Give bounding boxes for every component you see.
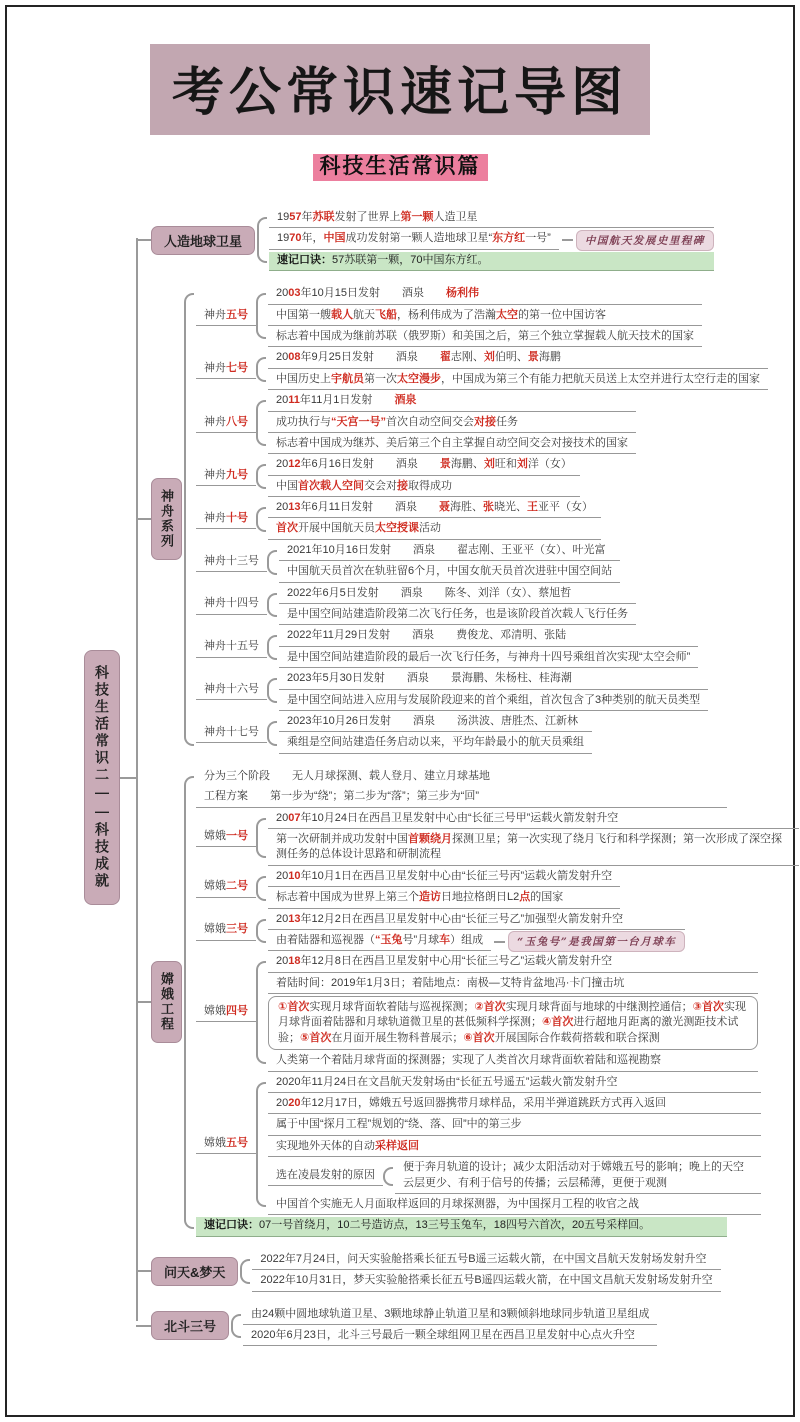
map-row: 1970年，中国成功发射第一颗人造地球卫星“东方红一号” (269, 230, 559, 249)
map-row: 首次开展中国航天员太空授课活动 (268, 520, 601, 539)
topic (196, 910, 799, 953)
branch (151, 1250, 799, 1293)
branch-label: 嫦娥工程 (151, 961, 182, 1043)
map-row: 工程方案 第一步为“绕”；第二步为“落”；第三步为“回” (196, 788, 727, 807)
branch-children (257, 208, 714, 272)
map-row: 2003年10月15日发射 酒泉 杨利伟 (268, 285, 702, 304)
map-row: 实现地外天体的自动采样返回 (268, 1138, 761, 1157)
map-row: 人类第一个着陆月球背面的探测器；实现了人类首次月球背面软着陆和巡视勘察 (268, 1052, 758, 1071)
map-row: 是中国空间站建造阶段第二次飞行任务，也是该阶段首次载人飞行任务 (279, 606, 636, 625)
root-node: 科技生活常识二——科技成就 (84, 650, 120, 905)
topic-label: 神舟十五号 (196, 638, 267, 657)
map-row: 1957年苏联发射了世界上第一颗人造卫星 (269, 209, 714, 228)
map-row: 2022年11月29日发射 酒泉 费俊龙、邓清明、张陆 (279, 627, 698, 646)
mindmap (84, 208, 800, 1347)
topic-label: 神舟九号 (196, 467, 256, 486)
branches-container (136, 208, 799, 1347)
topic (196, 867, 799, 910)
branch-children (184, 767, 799, 1238)
topic-label: 嫦娥四号 (196, 1003, 256, 1022)
topic (196, 952, 799, 1072)
topic-label: 选在凌晨发射的原因 (268, 1167, 383, 1186)
topic-label: 嫦娥五号 (196, 1135, 256, 1154)
topic-children (256, 867, 620, 910)
map-row: 2008年9月25日发射 酒泉 翟志刚、刘伯明、景海鹏 (268, 349, 768, 368)
branch-label: 人造地球卫星 (151, 226, 255, 255)
topic-children (383, 1158, 761, 1195)
map-row: 中国历史上宇航员第一次太空漫步，中国成为第三个有能力把航天员送上太空并进行太空行走的国家 (268, 371, 768, 390)
topic-children (267, 712, 592, 755)
topic-label: 神舟七号 (196, 360, 256, 379)
map-row: 2020年6月23日，北斗三号最后一颗全球组网卫星在西昌卫星发射中心点火升空 (243, 1327, 657, 1346)
map-row: 2023年10月26日发射 酒泉 汤洪波、唐胜杰、江新林 (279, 713, 592, 732)
topic (196, 669, 768, 712)
map-row: 2022年6月5日发射 酒泉 陈冬、刘洋（女）、蔡旭哲 (279, 585, 636, 604)
map-row: 中国首个实施无人月面取样返回的月球探测器，为中国探月工程的收官之战 (268, 1196, 761, 1215)
topic (196, 1073, 799, 1217)
branch-children (231, 1305, 657, 1348)
branch-label: 问天&梦天 (151, 1257, 238, 1286)
branch (151, 1305, 799, 1348)
branch-children (240, 1250, 720, 1293)
topic-label: 神舟十七号 (196, 724, 267, 743)
mnemonic-row: 速记口诀：07一号首绕月，10二号造访点，13三号玉兔车，18四号六首次，20五号采样回。 (196, 1217, 727, 1236)
topic (196, 626, 768, 669)
topic-children (256, 809, 799, 867)
branch (151, 208, 799, 272)
map-row: 分为三个阶段 无人月球探测、载人登月、建立月球基地 (204, 769, 490, 782)
map-row: 乘组是空间站建造任务启动以来，平均年龄最小的航天员乘组 (279, 734, 592, 753)
topic-label: 神舟十六号 (196, 681, 267, 700)
fact-box: ①首次实现月球背面软着陆与巡视探测；②首次实现月球背面与地球的中继测控通信；③首次实现月球背面着陆器和月球轨道微卫星的甚低频科学探测；④首次进行超地月距离的激光测距技术试验；⑤首次在月面开展生物科普展示；⑥首次开展国际合作载荷搭载和联合探测 (268, 996, 758, 1050)
map-row: 中国航天员首次在轨驻留6个月，中国女航天员首次进驻中国空间站 (279, 563, 620, 582)
topic (196, 455, 768, 498)
topic-label: 嫦娥一号 (196, 828, 256, 847)
topic-children (256, 284, 702, 348)
map-row: 由24颗中圆地球轨道卫星、3颗地球静止轨道卫星和3颗倾斜地球同步轨道卫星组成 (243, 1306, 657, 1325)
map-row: 标志着中国成为继苏、美后第三个自主掌握自动空间交会对接技术的国家 (268, 435, 636, 454)
map-row: 便于奔月轨道的设计；减少太阳活动对于嫦娥五号的影响；晚上的天空云层更少、有利于信号的传播；云层稀薄，更便于观测 (395, 1159, 761, 1194)
subtitle-row (0, 150, 800, 180)
topic-label: 嫦娥二号 (196, 878, 256, 897)
map-row: 2022年10月31日，梦天实验舱搭乘长征五号B遥四运载火箭，在中国文昌航天发射场发射升空 (252, 1272, 720, 1291)
topic-label: 神舟十号 (196, 510, 256, 529)
map-row: 属于中国“探月工程”规划的“绕、落、回”中的第三步 (268, 1116, 761, 1135)
map-row: 2012年6月16日发射 酒泉 景海鹏、刘旺和刘洋（女） (268, 456, 580, 475)
map-row: 中国第一艘载人航天飞船，杨利伟成为了浩瀚太空的第一位中国访客 (268, 307, 702, 326)
map-row: 中国首次载人空间交会对接取得成功 (268, 478, 580, 497)
topic-children (256, 910, 685, 953)
topic-children (256, 1073, 761, 1217)
map-row: 2018年12月8日在西昌卫星发射中心用“长征三号乙”运载火箭发射升空 (268, 953, 758, 972)
note-connector-line (494, 941, 505, 943)
topic-children (256, 391, 636, 455)
topic-children (267, 584, 636, 627)
topic-label: 嫦娥三号 (196, 921, 256, 940)
map-row: 标志着中国成为世界上第三个造访日地拉格朗日L2点的国家 (268, 889, 620, 908)
map-row: 2011年11月1日发射 酒泉 (268, 392, 636, 411)
topic (196, 498, 768, 541)
page-title: 考公常识速记导图 (150, 44, 650, 135)
map-row: 2022年7月24日，问天实验舱搭乘长征五号B遥三运载火箭，在中国文昌航天发射场发射升空 (252, 1251, 720, 1270)
map-row: 是中国空间站建造阶段的最后一次飞行任务，与神舟十四号乘组首次实现“太空会师” (279, 649, 698, 668)
page-subtitle: 科技生活常识篇 (313, 154, 488, 181)
row-with-note (268, 931, 685, 952)
topic-children (267, 626, 698, 669)
topic-label: 神舟十三号 (196, 553, 267, 572)
topic-label: 神舟五号 (196, 307, 256, 326)
topic (196, 541, 768, 584)
topic-children (267, 669, 708, 712)
topic (196, 391, 768, 455)
branch-label: 神舟系列 (151, 478, 182, 560)
map-row: 成功执行与“天宫一号”首次自动空间交会对接任务 (268, 414, 636, 433)
map-row: 2021年10月16日发射 酒泉 翟志刚、王亚平（女）、叶光富 (279, 542, 620, 561)
map-row: 2007年10月24日在西昌卫星发射中心由“长征三号甲”运载火箭发射升空 (268, 810, 799, 829)
map-row: 第一次研制并成功发射中国首颗绕月探测卫星；第一次实现了绕月飞行和科学探测；第一次形成了深空探测任务的总体设计思路和研制流程 (268, 831, 799, 866)
topic-children (256, 952, 758, 1072)
topic-children (256, 498, 601, 541)
topic (196, 809, 799, 867)
map-row: 着陆时间：2019年1月3日；着陆地点：南极—艾特肯盆地冯·卡门撞击坑 (268, 975, 758, 994)
topic (196, 284, 768, 348)
topic (196, 712, 768, 755)
row-with-note (269, 229, 714, 250)
topic (196, 584, 768, 627)
branch (151, 284, 799, 755)
map-row: 2013年6月11日发射 酒泉 聂海胜、张晓光、王亚平（女） (268, 499, 601, 518)
side-note: “玉兔号”是我国第一台月球车 (508, 931, 685, 952)
map-row: 2013年12月2日在西昌卫星发射中心由“长征三号乙”加强型火箭发射升空 (268, 911, 685, 930)
branch (151, 767, 799, 1238)
map-row: 标志着中国成为继前苏联（俄罗斯）和美国之后，第三个独立掌握载人航天技术的国家 (268, 328, 702, 347)
map-row: 是中国空间站进入应用与发展阶段迎来的首个乘组，首次包含了3种类别的航天员类型 (279, 692, 708, 711)
mnemonic-row: 速记口诀：57苏联第一颗，70中国东方红。 (269, 252, 714, 271)
map-row: 2020年12月17日，嫦娥五号返回器携带月球样品，采用半弹道跳跃方式再入返回 (268, 1095, 761, 1114)
topic-label: 神舟八号 (196, 414, 256, 433)
map-row: 由着陆器和巡视器（“玉兔号”月球车）组成 (268, 932, 491, 951)
topic (268, 1158, 761, 1195)
branch-label: 北斗三号 (151, 1311, 229, 1340)
map-row: 2023年5月30日发射 酒泉 景海鹏、朱杨柱、桂海潮 (279, 670, 708, 689)
topic-label: 神舟十四号 (196, 595, 267, 614)
branch-children (184, 284, 768, 755)
topic-children (267, 541, 620, 584)
note-connector-line (562, 239, 573, 241)
topic (196, 348, 768, 391)
map-row: 2020年11月24日在文昌航天发射场由“长征五号遥五”运载火箭发射升空 (268, 1074, 761, 1093)
topic-children (256, 348, 768, 391)
map-row: 2010年10月1日在西昌卫星发射中心由“长征三号丙”运载火箭发射升空 (268, 868, 620, 887)
root-connector-line (120, 777, 136, 779)
side-note: 中国航天发展史里程碑 (576, 230, 714, 251)
topic-children (256, 455, 580, 498)
